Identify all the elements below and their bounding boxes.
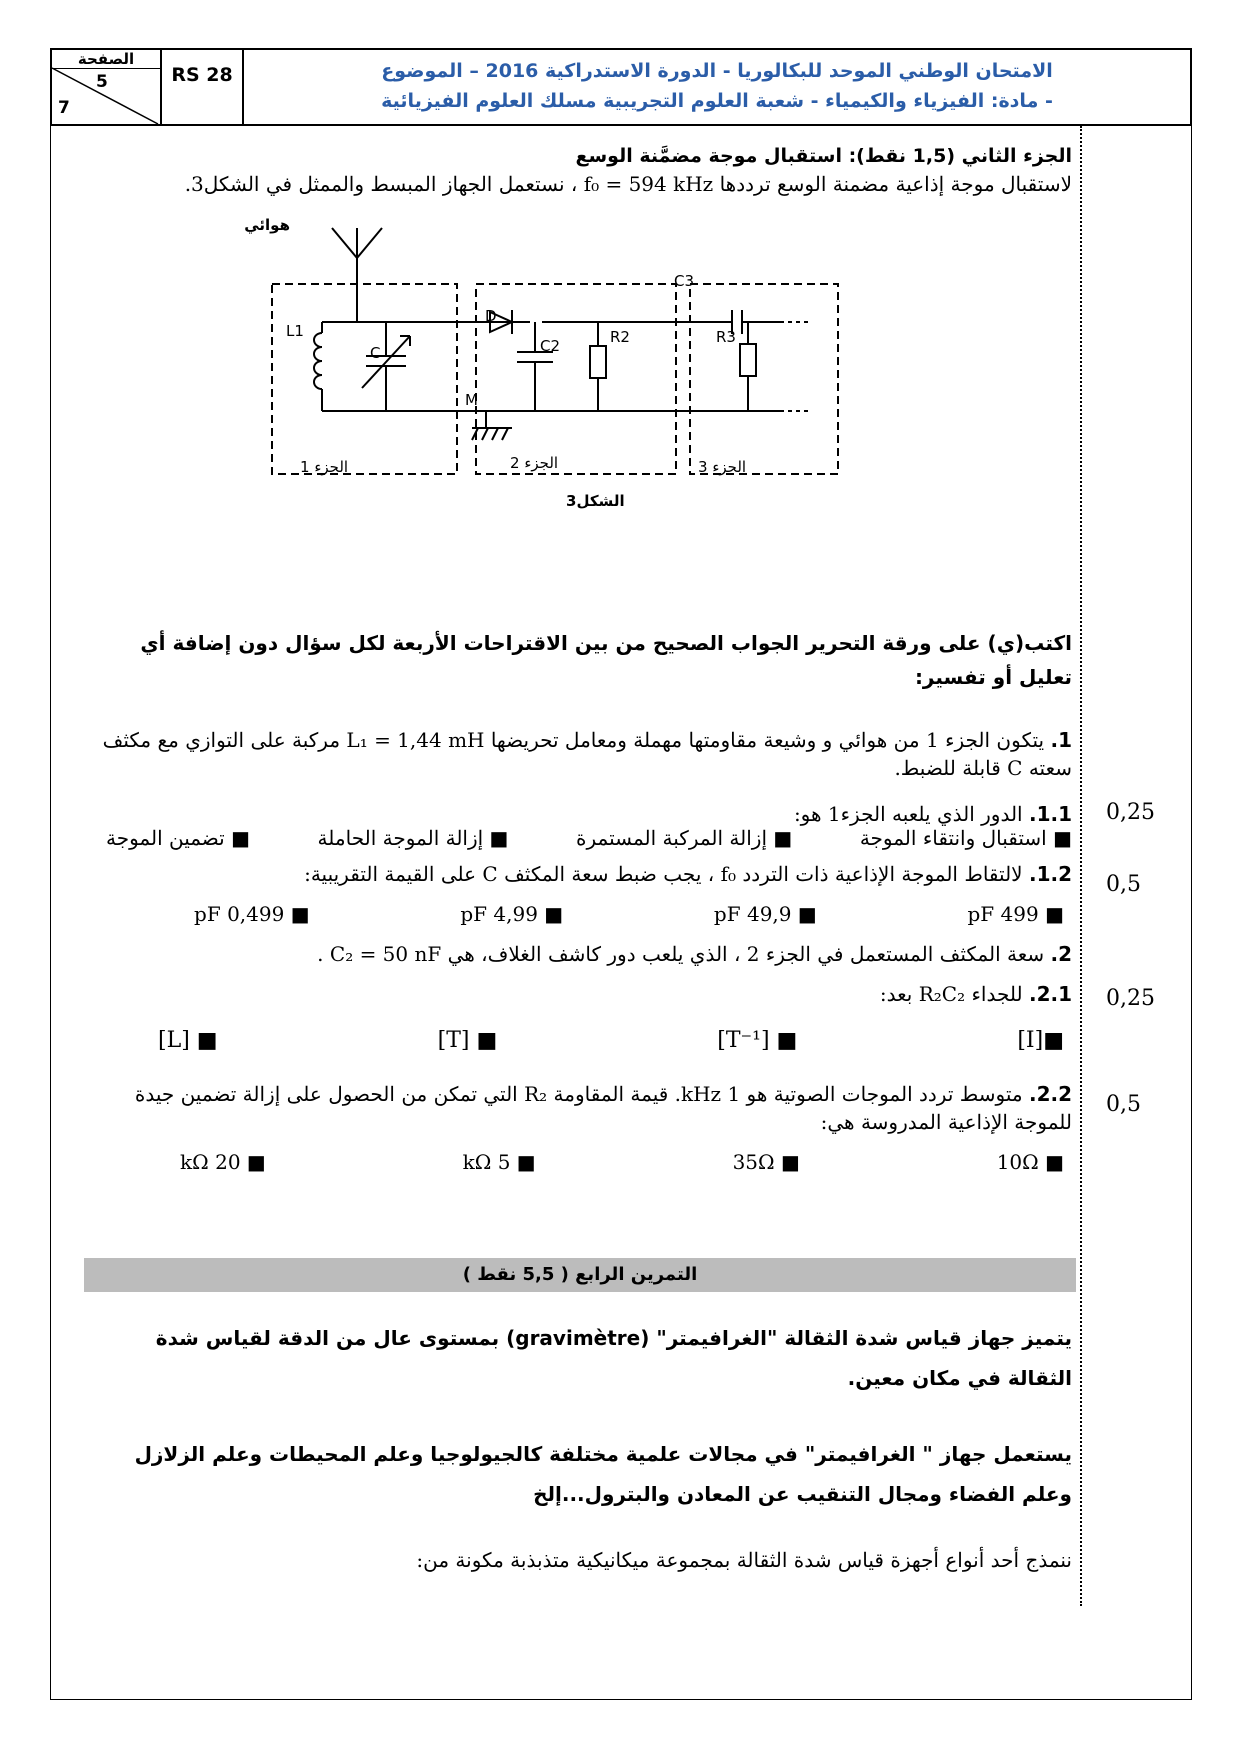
- label-antenna: هوائي: [244, 216, 290, 234]
- q1-2-options: [194, 902, 1064, 926]
- exercise4-paragraph3: ننمذج أحد أنواع أجهزة قياس شدة الثقالة بمجموعة ميكانيكية متذبذبة مكونة من:: [416, 1548, 1072, 1572]
- exercise4-paragraph1: يتميز جهاز قياس شدة الثقالة "الغرافيمتر" (gravimètre) بمستوى عال من الدقة لقياس شدة الثقالة في مكان معين.: [155, 1326, 1072, 1390]
- exam-code: RS 28: [162, 50, 244, 124]
- q1-text: يتكون الجزء 1 من هوائي و وشيعة مقاومتها مهملة ومعامل تحريضها L₁ = 1,44 mH مركبة على التوازي مع مكثف سعته C قابلة للضبط.: [102, 728, 1072, 780]
- label-C: C: [370, 344, 381, 362]
- q2-1: [92, 980, 1072, 1008]
- q1-2-option-a: ■ 499 pF: [967, 902, 1064, 926]
- exam-title-line2: - مادة: الفيزياء والكيمياء - شعبة العلوم التجريبية مسلك العلوم الفيزيائية: [381, 90, 1053, 112]
- part3-box: [690, 284, 838, 474]
- q2-number: 2.: [1050, 942, 1072, 966]
- page-number: 5: [96, 72, 108, 92]
- page-number-box: [52, 50, 162, 124]
- q1-1-option-d: ■ تضمين الموجة: [106, 826, 250, 850]
- q2: [92, 940, 1072, 968]
- q2-1-number: 2.1.: [1028, 982, 1072, 1006]
- q2-1-option-d: ■ [L]: [158, 1028, 218, 1053]
- q1-2-option-c: ■ 4,99 pF: [460, 902, 564, 926]
- part1-box: [272, 284, 457, 474]
- label-D: D: [485, 307, 497, 325]
- label-M: M: [465, 391, 478, 409]
- q2-2-option-c: ■ 5 kΩ: [462, 1150, 536, 1174]
- label-L1: L1: [286, 322, 304, 340]
- q2-2-options: [180, 1150, 1064, 1174]
- label-C2: C2: [540, 337, 561, 355]
- q2-1-options: [158, 1028, 1064, 1053]
- q2-2-option-b: ■ 35Ω: [732, 1150, 800, 1174]
- q2-1-option-c: ■ [T]: [437, 1028, 498, 1053]
- q2-2: [92, 1080, 1072, 1136]
- q2-1-option-b: ■ [T⁻¹]: [717, 1028, 798, 1053]
- q1-2-text: لالتقاط الموجة الإذاعية ذات التردد f₀ ، يجب ضبط سعة المكثف C على القيمة التقريبية:: [304, 862, 1023, 886]
- q2-1-score: 0,25: [1106, 986, 1155, 1011]
- instructions: اكتب(ي) على ورقة التحرير الجواب الصحيح من بين الاقتراحات الأربعة لكل سؤال دون إضافة أي تعليل أو تفسير:: [140, 631, 1072, 689]
- q1-2-number: 1.2.: [1028, 862, 1072, 886]
- exercise4-title: التمرين الرابع ( 5,5 نقط ): [84, 1258, 1076, 1292]
- exam-title: [244, 50, 1190, 124]
- q1-2: [92, 860, 1072, 888]
- q1-number: 1.: [1050, 728, 1072, 752]
- q2-2-score: 0,5: [1106, 1092, 1141, 1117]
- label-R2: R2: [610, 328, 630, 346]
- figure-caption: الشكل3: [566, 492, 625, 510]
- score-column-divider: [1080, 126, 1082, 1606]
- q1-1-option-b: ■ إزالة المركبة المستمرة: [576, 826, 793, 850]
- q2-2-number: 2.2.: [1028, 1082, 1072, 1106]
- q1-1-options: [106, 826, 1072, 850]
- q2-2-option-a: ■ 10Ω: [996, 1150, 1064, 1174]
- q1-1-number: 1.1.: [1028, 802, 1072, 826]
- circuit-diagram: [244, 216, 910, 568]
- q1-1-score: 0,25: [1106, 800, 1155, 825]
- q1-2-option-b: ■ 49,9 pF: [713, 902, 817, 926]
- q2-2-text: متوسط تردد الموجات الصوتية هو 1 kHz. قيمة المقاومة R₂ التي تمكن من الحصول على إزالة تضمين جيدة للموجة الإذاعية المدروسة هي:: [134, 1082, 1072, 1134]
- q2-2-option-d: ■ 20 kΩ: [180, 1150, 266, 1174]
- part2-intro: لاستقبال موجة إذاعية مضمنة الوسع ترددها f₀ = 594 kHz ، نستعمل الجهاز المبسط والممثل في الشكل3.: [184, 172, 1072, 196]
- exam-header: [50, 48, 1192, 126]
- exercise4-paragraph2: يستعمل جهاز " الغرافيمتر" في مجالات علمية مختلفة كالجيولوجيا وعلم المحيطات وعلم الزلازل وعلم الفضاء ومجال التنقيب عن المعادن والبترول...إلخ: [134, 1442, 1072, 1506]
- part2-box: [476, 284, 676, 474]
- label-part1: الجزء 1: [300, 458, 349, 476]
- label-C3: C3: [674, 272, 695, 290]
- q1-1-text: الدور الذي يلعبه الجزء1 هو:: [793, 802, 1023, 826]
- q1-1: [92, 800, 1072, 828]
- label-part3: الجزء 3: [698, 458, 747, 476]
- label-R3: R3: [716, 328, 736, 346]
- page-label: الصفحة: [52, 50, 160, 69]
- q2-text: سعة المكثف المستعمل في الجزء 2 ، الذي يلعب دور كاشف الغلاف، هي C₂ = 50 nF .: [317, 942, 1045, 966]
- total-pages: 7: [58, 98, 70, 118]
- q2-1-text: للجداء R₂C₂ بعد:: [879, 982, 1023, 1006]
- exam-title-line1: الامتحان الوطني الموحد للبكالوريا - الدورة الاستدراكية 2016 – الموضوع: [381, 60, 1053, 82]
- q1-1-option-c: ■ إزالة الموجة الحاملة: [317, 826, 509, 850]
- part2-title: الجزء الثاني (1,5 نقط): استقبال موجة مضمَّنة الوسع: [575, 145, 1072, 167]
- label-part2: الجزء 2: [510, 454, 559, 472]
- q1-2-score: 0,5: [1106, 872, 1141, 897]
- q1-1-option-a: ■ استقبال وانتقاء الموجة: [859, 826, 1072, 850]
- q1-2-option-d: ■ 0,499 pF: [194, 902, 310, 926]
- q1: [92, 726, 1072, 782]
- q2-1-option-a: ■[I]: [1017, 1028, 1064, 1053]
